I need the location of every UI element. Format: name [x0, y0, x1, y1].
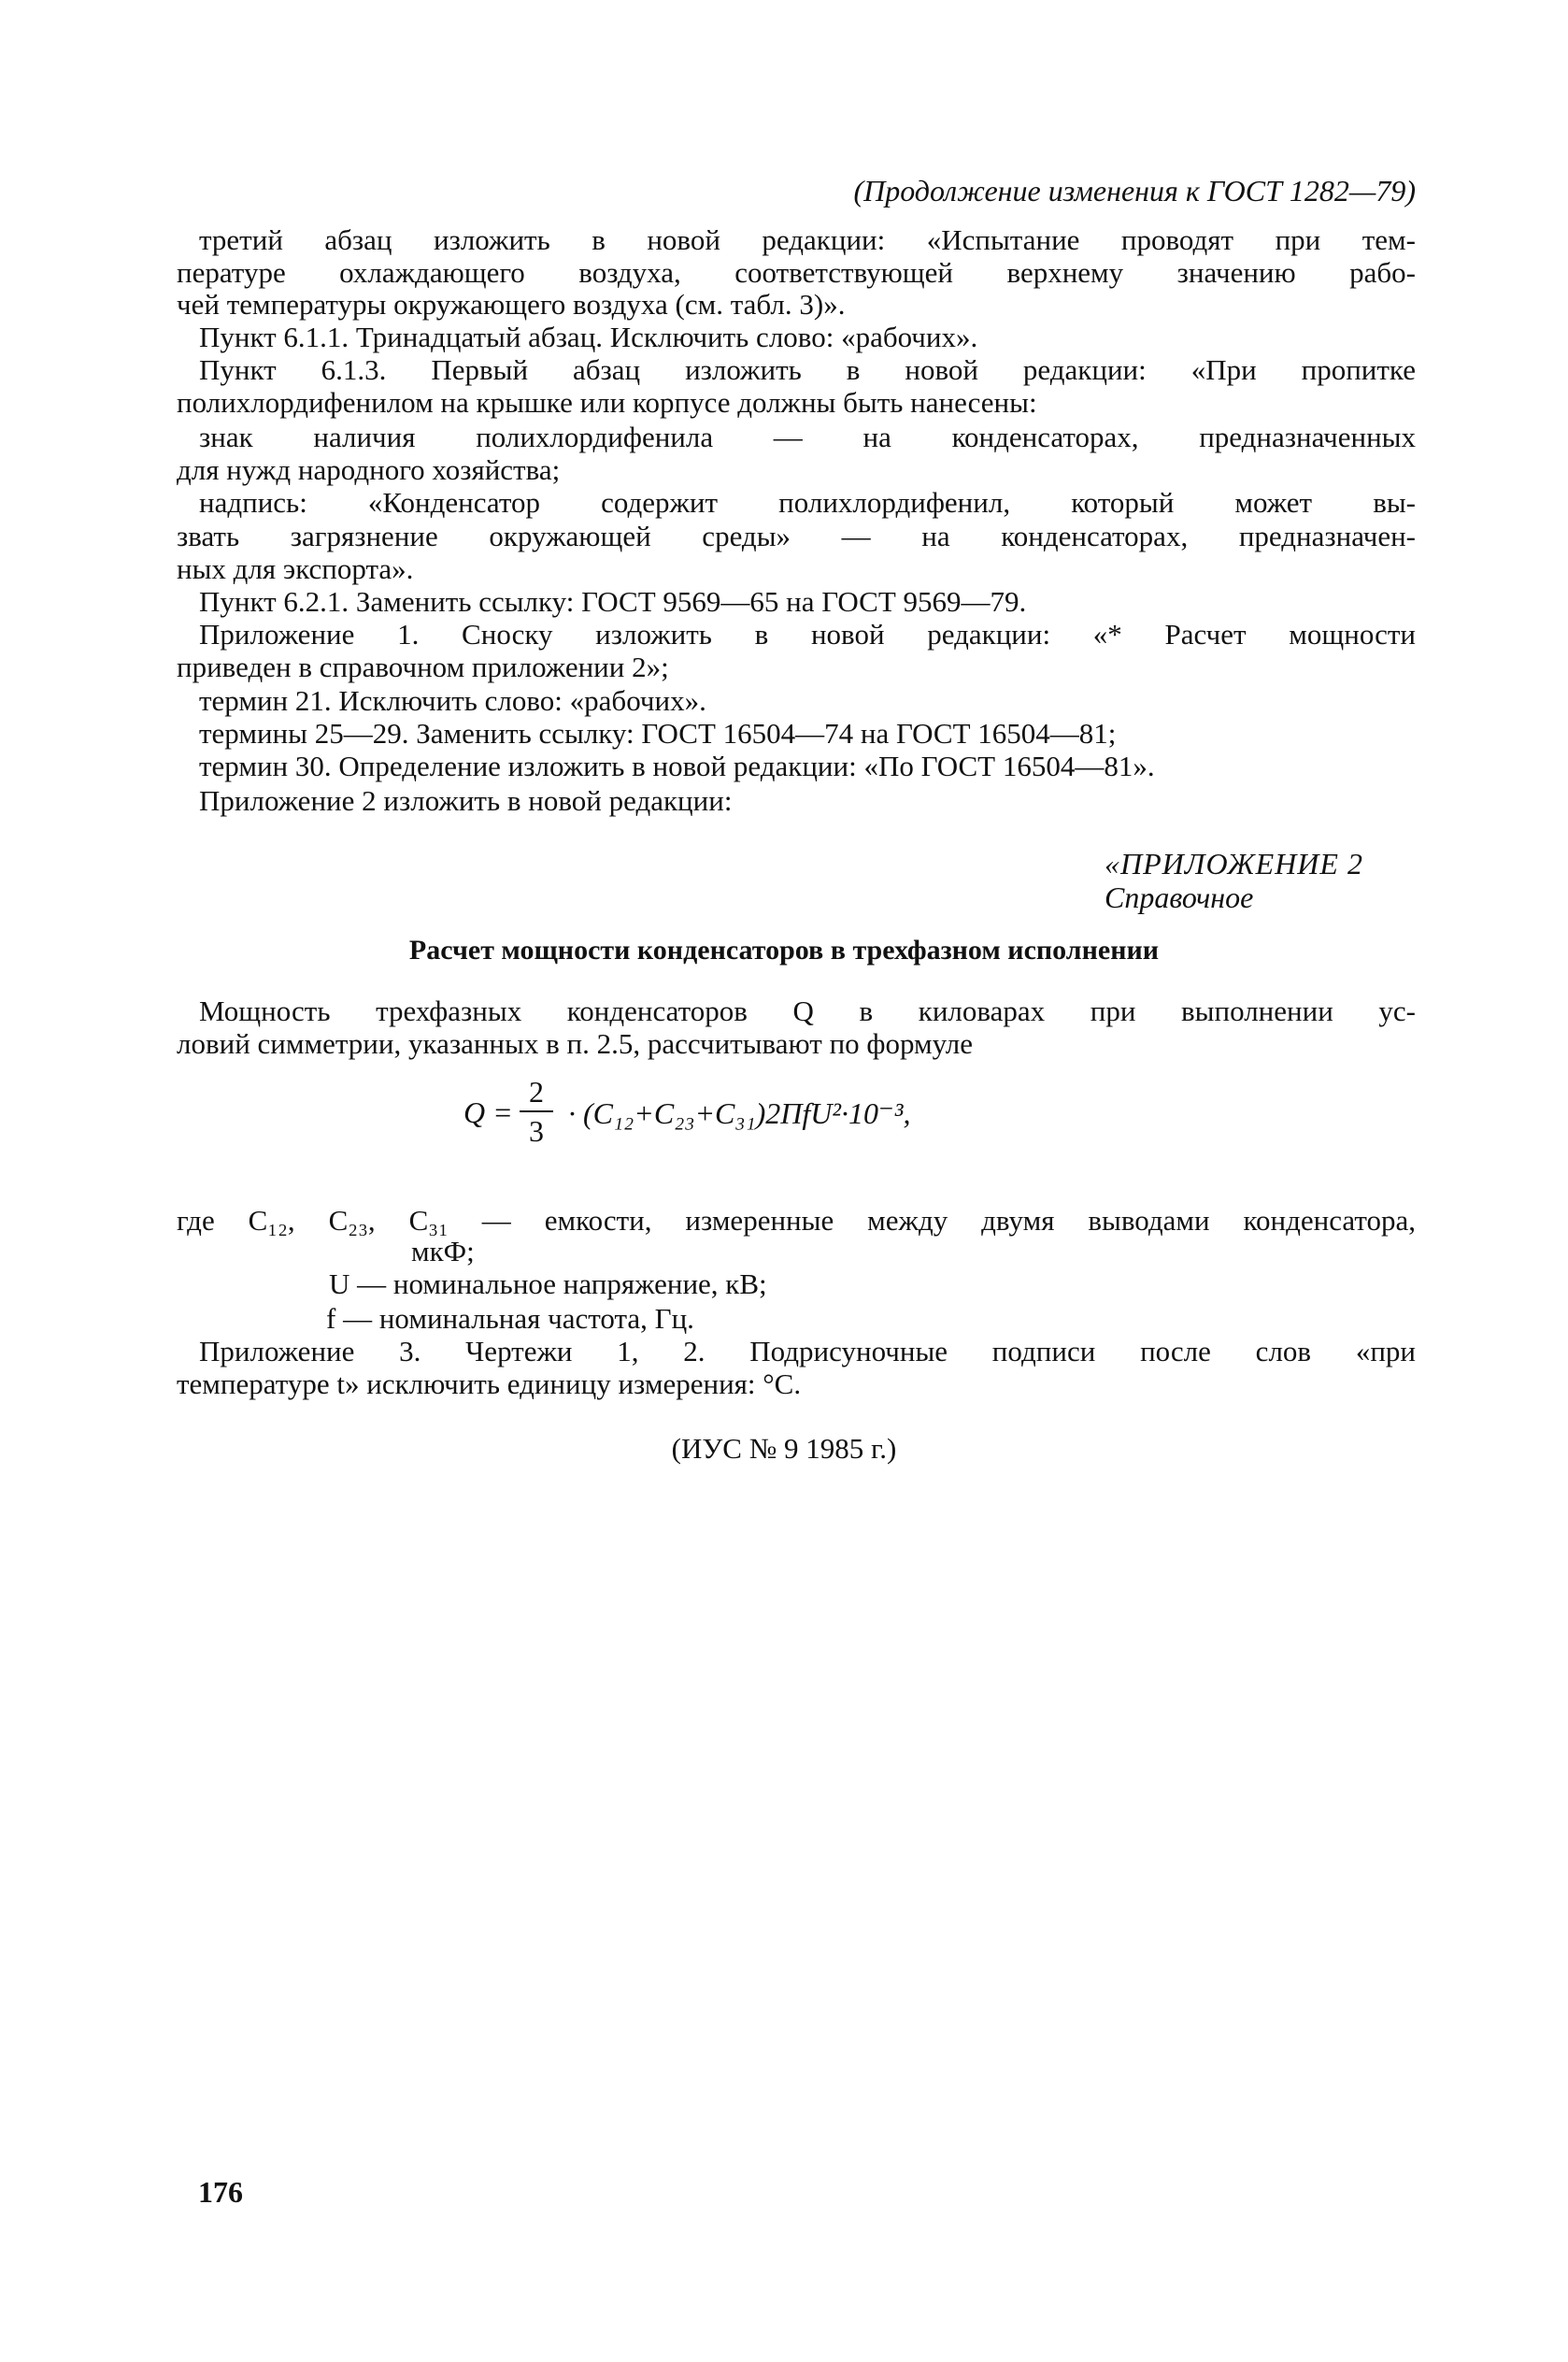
source-reference: (ИУС № 9 1985 г.)	[671, 1432, 897, 1465]
appendix-type: Справочное	[1105, 880, 1254, 914]
definition-line: U — номинальное напряжение, кВ;	[329, 1267, 767, 1300]
definition-line: f — номинальная частота, Гц.	[326, 1302, 694, 1335]
text-line: полихлордифенилом на крышке или корпусе должны быть нанесены:	[177, 386, 1037, 419]
page-number: 176	[198, 2175, 243, 2209]
closing-line: температуре t» исключить единицу измерения: °С.	[177, 1367, 802, 1400]
text-line: Пункт 6.1.1. Тринадцатый абзац. Исключить слово: «рабочих».	[199, 321, 978, 353]
closing-line: Приложение 3. Чертежи 1, 2. Подрисуночные подписи после слов «при	[199, 1335, 1416, 1367]
definition-line: мкФ;	[411, 1235, 475, 1267]
definition-line: где C₁₂, C₂₃, C₃₁ — емкости, измеренные между двумя выводами конденсатора,	[177, 1204, 1416, 1237]
text-line: для нужд народного хозяйства;	[177, 453, 561, 486]
text-line: надпись: «Конденсатор содержит полихлордифенил, который может вы-	[199, 486, 1416, 519]
text-line: термин 30. Определение изложить в новой редакции: «По ГОСТ 16504—81».	[199, 750, 1155, 782]
text-line: знак наличия полихлордифенила — на конденсаторах, предназначенных	[199, 421, 1416, 453]
text-line: пературе охлаждающего воздуха, соответствующей верхнему значению рабо-	[177, 256, 1416, 289]
fraction-numerator: 2	[529, 1075, 544, 1109]
text-line: термины 25—29. Заменить ссылку: ГОСТ 16504—74 на ГОСТ 16504—81;	[199, 717, 1117, 750]
text-line: Приложение 1. Сноску изложить в новой редакции: «* Расчет мощности	[199, 618, 1416, 651]
formula-lhs: Q =	[463, 1095, 513, 1129]
text-line: звать загрязнение окружающей среды» — на конденсаторах, предназначен-	[177, 520, 1416, 552]
fraction-denominator: 3	[529, 1114, 544, 1148]
running-header: (Продолжение изменения к ГОСТ 1282—79)	[853, 174, 1416, 208]
fraction-bar	[520, 1110, 553, 1112]
text-line: чей температуры окружающего воздуха (см. табл. 3)».	[177, 288, 846, 321]
text-line: Пункт 6.1.3. Первый абзац изложить в новой редакции: «При пропитке	[199, 353, 1416, 386]
formula-rhs: · (C₁₂+C₂₃+C₃₁)2ΠfU²·10⁻³,	[568, 1096, 911, 1130]
text-line: ных для экспорта».	[177, 552, 414, 585]
intro-line: Мощность трехфазных конденсаторов Q в киловарах при выполнении ус-	[199, 995, 1416, 1027]
text-line: термин 21. Исключить слово: «рабочих».	[199, 684, 706, 717]
text-line: третий абзац изложить в новой редакции: «Испытание проводят при тем-	[199, 223, 1416, 256]
text-line: Приложение 2 изложить в новой редакции:	[199, 784, 733, 817]
section-title: Расчет мощности конденсаторов в трехфазном исполнении	[408, 935, 1160, 966]
appendix-label: «ПРИЛОЖЕНИЕ 2	[1105, 847, 1363, 880]
intro-line: ловий симметрии, указанных в п. 2.5, рассчитывают по формуле	[177, 1027, 974, 1060]
text-line: Пункт 6.2.1. Заменить ссылку: ГОСТ 9569—65 на ГОСТ 9569—79.	[199, 585, 1027, 618]
text-line: приведен в справочном приложении 2»;	[177, 651, 669, 683]
formula-fraction	[520, 1075, 553, 1148]
